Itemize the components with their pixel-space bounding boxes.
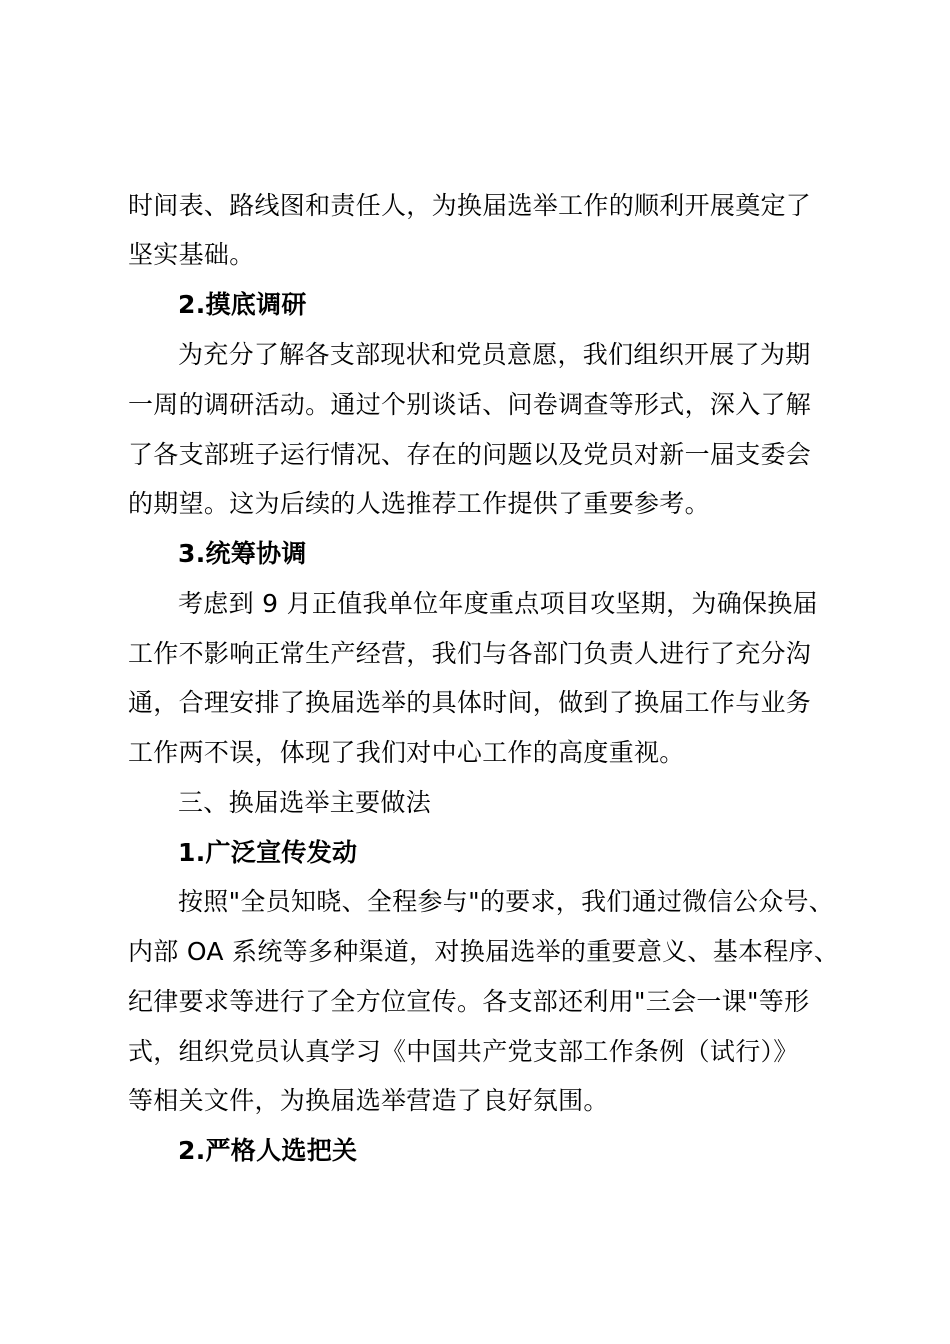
section-heading: 1.广泛宣传发动 [178,838,358,867]
chapter-heading: 三、换届选举主要做法 [178,788,432,817]
paragraph-line: 通，合理安排了换届选举的具体时间，做到了换届工作与业务 [128,688,812,717]
paragraph-line: 等相关文件，为换届选举营造了良好氛围。 [128,1086,609,1115]
paragraph-line: 工作不影响正常生产经营，我们与各部门负责人进行了充分沟 [128,639,812,668]
paragraph-line: 为充分了解各支部现状和党员意愿，我们组织开展了为期 [178,340,811,369]
paragraph-line: 工作两不误，体现了我们对中心工作的高度重视。 [128,738,685,767]
paragraph-line: 内部 OA 系统等多种渠道，对换届选举的重要意义、基本程序、 [128,937,840,966]
section-heading: 2.严格人选把关 [178,1136,358,1165]
paragraph-line: 的期望。这为后续的人选推荐工作提供了重要参考。 [128,489,710,518]
paragraph-line: 一周的调研活动。通过个别谈话、问卷调查等形式，深入了解 [128,390,812,419]
paragraph-line: 纪律要求等进行了全方位宣传。各支部还利用"三会一课"等形 [128,987,810,1016]
paragraph-line: 了各支部班子运行情况、存在的问题以及党员对新一届支委会 [128,440,812,469]
paragraph-line: 式，组织党员认真学习《中国共产党支部工作条例（试行）》 [128,1037,799,1066]
paragraph-line: 考虑到 9 月正值我单位年度重点项目攻坚期，为确保换届 [178,589,818,618]
section-heading: 2.摸底调研 [178,290,307,319]
section-heading: 3.统筹协调 [178,539,307,568]
paragraph-line: 时间表、路线图和责任人，为换届选举工作的顺利开展奠定了 [128,191,812,220]
paragraph-line: 坚实基础。 [128,240,255,269]
paragraph-line: 按照"全员知晓、全程参与"的要求，我们通过微信公众号、 [178,887,835,916]
